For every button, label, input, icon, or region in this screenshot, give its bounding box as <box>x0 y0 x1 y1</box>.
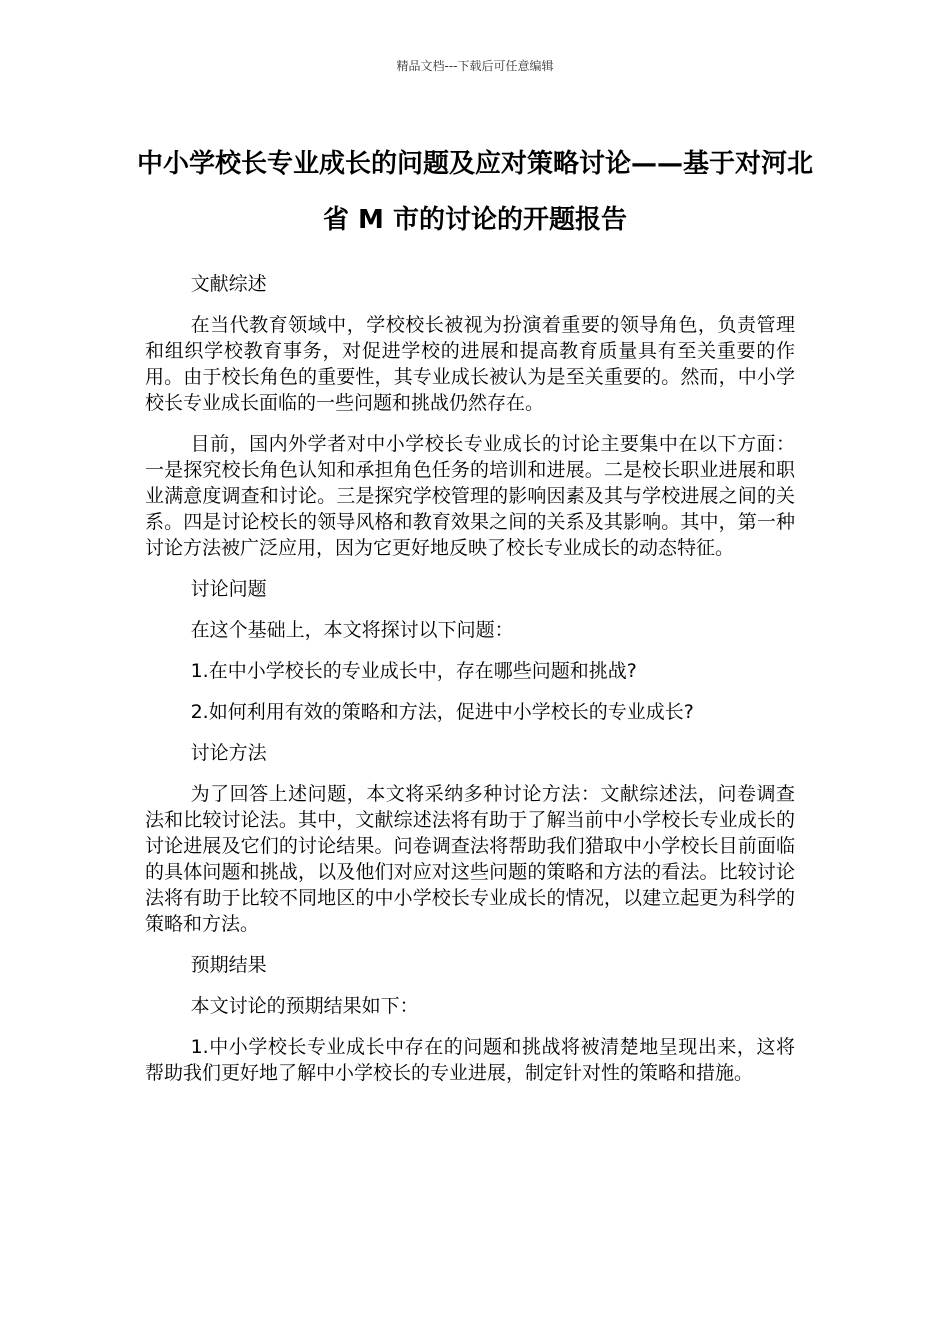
section-heading-research-questions: 讨论问题 <box>190 578 267 600</box>
document-title: 中小学校长专业成长的问题及应对策略讨论——基于对河北省 M 市的讨论的开题报告 <box>136 149 813 235</box>
header-note: 精品文档---下载后可任意编辑 <box>396 59 554 73</box>
section-heading-research-methods: 讨论方法 <box>190 742 267 764</box>
list-item: 2.如何利用有效的策略和方法，促进中小学校长的专业成长? <box>190 701 694 723</box>
paragraph: 为了回答上述问题，本文将采纳多种讨论方法：文献综述法，问卷调查法和比较讨论法。其中，文献综述法将有助于了解当前中小学校长专业成长的讨论进展及它们的讨论结果。问卷调查法将帮助我们猎取中小学校长目前面临的具体问题和挑战，以及他们对应对这些问题的策略和方法的看法。比较讨论法将有助于比较不同地区的中小学校长专业成长的情况，以建立起更为科学的策略和方法。 <box>145 783 795 935</box>
paragraph: 在当代教育领域中，学校校长被视为扮演着重要的领导角色，负责管理和组织学校教育事务，对促进学校的进展和提高教育质量具有至关重要的作用。由于校长角色的重要性，其专业成长被认为是至关重要的。然而，中小学校长专业成长面临的一些问题和挑战仍然存在。 <box>145 314 795 414</box>
paragraph: 目前，国内外学者对中小学校长专业成长的讨论主要集中在以下方面：一是探究校长角色认知和承担角色任务的培训和进展。二是校长职业进展和职业满意度调查和讨论。三是探究学校管理的影响因素及其与学校进展之间的关系。四是讨论校长的领导风格和教育效果之间的关系及其影响。其中，第一种讨论方法被广泛应用，因为它更好地反映了校长专业成长的动态特征。 <box>145 433 795 559</box>
paragraph: 本文讨论的预期结果如下： <box>190 995 419 1017</box>
section-heading-literature-review: 文献综述 <box>190 273 267 295</box>
paragraph: 在这个基础上，本文将探讨以下问题： <box>190 619 514 641</box>
list-item: 1.在中小学校长的专业成长中，存在哪些问题和挑战? <box>190 660 637 682</box>
section-heading-expected-results: 预期结果 <box>190 954 267 976</box>
list-item: 1.中小学校长专业成长中存在的问题和挑战将被清楚地呈现出来，这将帮助我们更好地了解中小学校长的专业进展，制定针对性的策略和措施。 <box>145 1036 795 1084</box>
document-body <box>145 271 795 1101</box>
